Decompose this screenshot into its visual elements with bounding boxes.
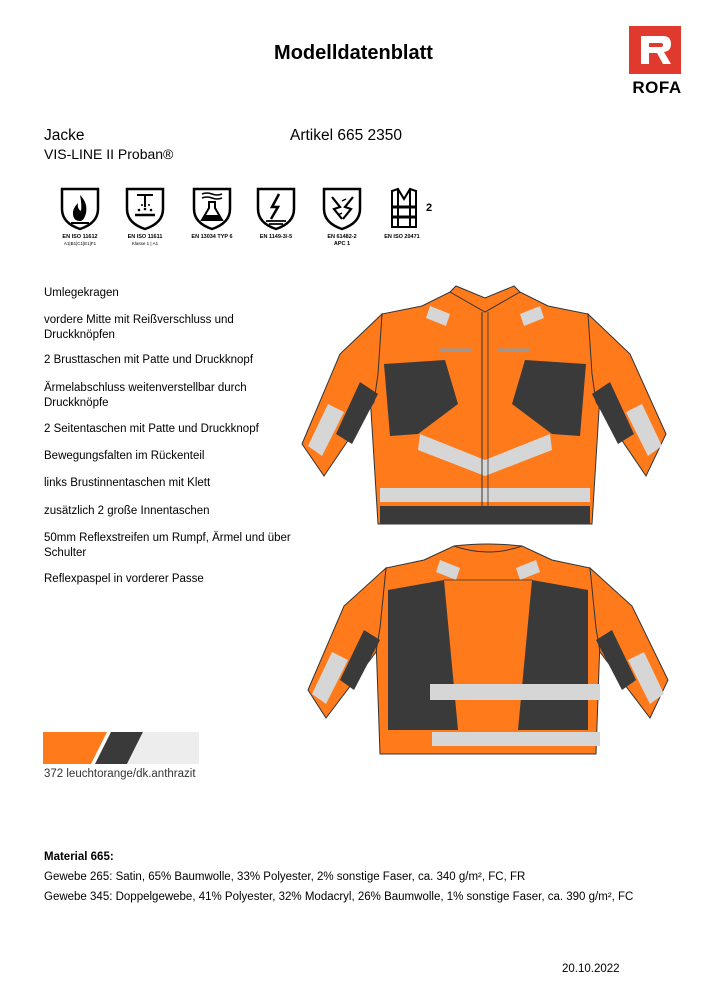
material-section — [44, 847, 633, 907]
pictogram-norm: EN ISO 20471 — [384, 234, 420, 240]
logo-mark — [629, 26, 681, 74]
material-heading: Material 665: — [44, 851, 114, 863]
certification-pictograms — [52, 185, 442, 260]
pictogram-norm: EN 61482-2 — [327, 234, 357, 240]
pictogram-norm: EN ISO 11611 — [127, 234, 163, 240]
hi-vis-class: 2 — [426, 202, 433, 214]
flame-icon — [58, 185, 102, 231]
list-item: 2 Seitentaschen mit Patte und Druckknopf — [44, 423, 259, 435]
antistatic-icon — [254, 185, 298, 231]
jacket-back-image — [304, 540, 672, 762]
pictogram-sub: Klasse 1 | A1 — [131, 240, 159, 246]
pictogram — [248, 185, 304, 241]
logo-text: ROFA — [632, 78, 682, 97]
pictogram — [184, 185, 240, 241]
list-item: Reflexpaspel in vorderer Passe — [44, 573, 204, 585]
material-line: Gewebe 345: Doppelgewebe, 41% Polyester, 32% Modacryl, 26% Baumwolle, 1% sonstige Faser, ca. 390 g/m², FC — [44, 891, 634, 903]
jacket-front-image — [300, 284, 670, 532]
article-number: Artikel 665 2350 — [290, 127, 403, 144]
page-title: Modelldatenblatt — [274, 42, 433, 64]
list-item: links Brustinnentaschen mit Klett — [44, 477, 211, 489]
pictogram-norm: EN ISO 11612 — [62, 234, 98, 240]
pictogram-norm: EN 13034 TYP 6 — [191, 234, 233, 240]
hi-vis-vest-icon — [382, 185, 438, 231]
pictogram-sub: A1|B1|C1|E1|F1 — [63, 240, 97, 246]
product-line: VIS-LINE II Proban® — [44, 146, 174, 162]
list-item: vordere Mitte mit Reißverschluss und Druckknöpfen — [44, 314, 234, 341]
color-label: 372 leuchtorange/dk.anthrazit — [44, 768, 196, 780]
list-item: zusätzlich 2 große Innentaschen — [44, 505, 210, 517]
list-item: Ärmelabschluss weitenverstellbar durch Druckknöpfe — [44, 382, 247, 409]
welding-icon — [123, 185, 167, 231]
brand-logo — [628, 26, 686, 98]
material-line: Gewebe 265: Satin, 65% Baumwolle, 33% Polyester, 2% sonstige Faser, ca. 340 g/m², FC, FR — [44, 871, 526, 883]
list-item: Umlegekragen — [44, 287, 119, 299]
product-type: Jacke — [44, 127, 85, 144]
pictogram — [52, 185, 108, 247]
pictogram — [314, 185, 370, 247]
pictogram-norm: EN 1149-3/-5 — [259, 234, 293, 240]
color-swatch — [43, 732, 199, 764]
list-item: 50mm Reflexstreifen um Rumpf, Ärmel und über Schulter — [44, 532, 291, 559]
electric-arc-icon — [320, 185, 364, 231]
list-item: Bewegungsfalten im Rückenteil — [44, 450, 205, 462]
chemical-flask-icon — [190, 185, 234, 231]
pictogram — [117, 185, 173, 247]
list-item: 2 Brusttaschen mit Patte und Druckknopf — [44, 354, 254, 366]
document-date: 20.10.2022 — [562, 963, 620, 975]
pictogram — [378, 185, 442, 241]
pictogram-sub: APC 1 — [333, 240, 351, 247]
